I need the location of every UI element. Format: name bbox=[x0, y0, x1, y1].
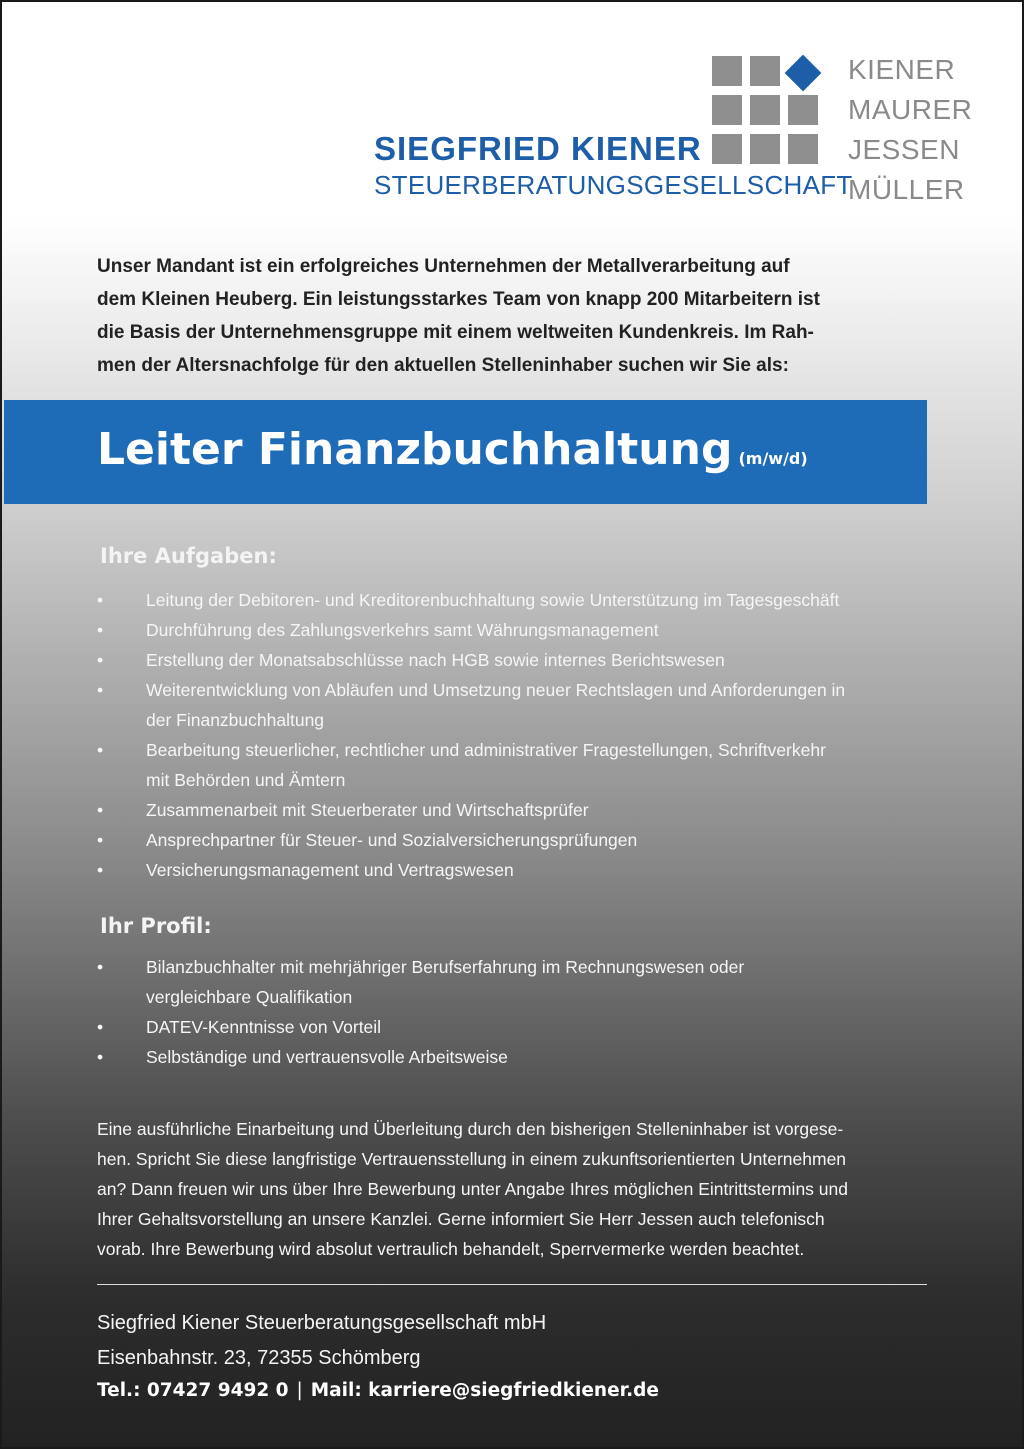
closing-line: Ihrer Gehaltsvorstellung an unsere Kanzlei. Gerne informiert Sie Herr Jessen auch telefonisch bbox=[97, 1209, 825, 1229]
list-item bbox=[97, 645, 947, 675]
bullet-icon: • bbox=[97, 680, 104, 700]
closing-paragraph bbox=[97, 1114, 947, 1264]
bullet-icon: • bbox=[97, 800, 104, 820]
company-logo-icon bbox=[712, 56, 818, 164]
list-item-text: Bilanzbuchhalter mit mehrjähriger Berufserfahrung im Rechnungswesen oder bbox=[146, 957, 745, 977]
bullet-icon: • bbox=[97, 830, 104, 850]
list-item-text: Leitung der Debitoren- und Kreditorenbuchhaltung sowie Unterstützung im Tagesgeschäft bbox=[146, 590, 840, 610]
intro-paragraph bbox=[97, 250, 927, 382]
bullet-icon: • bbox=[97, 740, 104, 760]
firm-name: SIEGFRIED KIENER bbox=[374, 130, 702, 167]
footer-address: Eisenbahnstr. 23, 72355 Schömberg bbox=[97, 1347, 421, 1369]
list-item-text: Ansprechpartner für Steuer- und Sozialversicherungsprüfungen bbox=[146, 830, 638, 850]
list-item-text: Bearbeitung steuerlicher, rechtlicher und administrativer Fragestellungen, Schriftverkehr bbox=[146, 740, 826, 760]
footer-contact bbox=[97, 1380, 659, 1401]
list-item bbox=[97, 675, 947, 735]
closing-line: vorab. Ihre Bewerbung wird absolut vertraulich behandelt, Sperrvermerke werden beachtet. bbox=[97, 1239, 805, 1259]
list-item bbox=[97, 795, 947, 825]
list-item-text: Erstellung der Monatsabschlüsse nach HGB sowie internes Berichtswesen bbox=[146, 650, 725, 670]
firm-subtitle: STEUERBERATUNGSGESELLSCHAFT bbox=[374, 170, 853, 200]
footer-separator: | bbox=[296, 1380, 303, 1401]
bullet-icon: • bbox=[97, 957, 104, 977]
bullet-icon: • bbox=[97, 860, 104, 880]
divider bbox=[97, 1284, 927, 1285]
list-item-text: mit Behörden und Ämtern bbox=[146, 770, 346, 790]
bullet-icon: • bbox=[97, 620, 104, 640]
bullet-icon: • bbox=[97, 650, 104, 670]
bullet-icon: • bbox=[97, 590, 104, 610]
intro-line: men der Altersnachfolge für den aktuellen Stelleninhaber suchen wir Sie als: bbox=[97, 355, 789, 376]
list-item-text: Selbständige und vertrauensvolle Arbeitsweise bbox=[146, 1047, 508, 1067]
partner-names bbox=[848, 50, 972, 210]
list-item-text: DATEV-Kenntnisse von Vorteil bbox=[146, 1017, 382, 1037]
tasks-heading: Ihre Aufgaben: bbox=[100, 544, 277, 568]
list-item bbox=[97, 855, 947, 885]
closing-line: an? Dann freuen wir uns über Ihre Bewerbung unter Angabe Ihres möglichen Eintrittstermins und bbox=[97, 1179, 848, 1199]
list-item bbox=[97, 1042, 947, 1072]
profile-list bbox=[97, 952, 947, 1072]
intro-line: Unser Mandant ist ein erfolgreiches Unternehmen der Metallverarbeitung auf bbox=[97, 256, 790, 277]
list-item-text: Zusammenarbeit mit Steuerberater und Wirtschaftsprüfer bbox=[146, 800, 589, 820]
closing-line: Eine ausführliche Einarbeitung und Überleitung durch den bisherigen Stelleninhaber ist vorgese- bbox=[97, 1119, 844, 1139]
partner-name: MÜLLER bbox=[848, 174, 965, 205]
job-title-suffix: (m/w/d) bbox=[738, 449, 808, 468]
list-item bbox=[97, 825, 947, 855]
intro-line: dem Kleinen Heuberg. Ein leistungsstarkes Team von knapp 200 Mitarbeitern ist bbox=[97, 289, 820, 310]
list-item bbox=[97, 1012, 947, 1042]
list-item bbox=[97, 952, 947, 1012]
profile-heading: Ihr Profil: bbox=[100, 914, 212, 938]
bullet-icon: • bbox=[97, 1047, 104, 1067]
bullet-icon: • bbox=[97, 1017, 104, 1037]
closing-line: hen. Spricht Sie diese langfristige Vertrauensstellung in einem zukunftsorientierten Unternehmen bbox=[97, 1149, 847, 1169]
intro-line: die Basis der Unternehmensgruppe mit einem weltweiten Kundenkreis. Im Rah- bbox=[97, 322, 814, 343]
list-item bbox=[97, 735, 947, 795]
tasks-list bbox=[97, 585, 947, 885]
list-item-text: Durchführung des Zahlungsverkehrs samt Währungsmanagement bbox=[146, 620, 659, 640]
job-title-text: Leiter Finanzbuchhaltung bbox=[97, 424, 733, 475]
footer-phone[interactable]: Tel.: 07427 9492 0 bbox=[97, 1380, 289, 1401]
footer-email-link[interactable]: Mail: karriere@siegfriedkiener.de bbox=[310, 1380, 659, 1401]
partner-name: MAURER bbox=[848, 94, 973, 125]
list-item-text: Weiterentwicklung von Abläufen und Umsetzung neuer Rechtslagen und Anforderungen in bbox=[146, 680, 846, 700]
footer-company: Siegfried Kiener Steuerberatungsgesellschaft mbH bbox=[97, 1312, 547, 1334]
list-item-text: vergleichbare Qualifikation bbox=[146, 987, 353, 1007]
partner-name: KIENER bbox=[848, 54, 956, 85]
list-item bbox=[97, 585, 947, 615]
list-item-text: der Finanzbuchhaltung bbox=[146, 710, 325, 730]
job-title bbox=[97, 424, 808, 475]
partner-name: JESSEN bbox=[848, 134, 960, 165]
list-item-text: Versicherungsmanagement und Vertragswesen bbox=[146, 860, 514, 880]
list-item bbox=[97, 615, 947, 645]
